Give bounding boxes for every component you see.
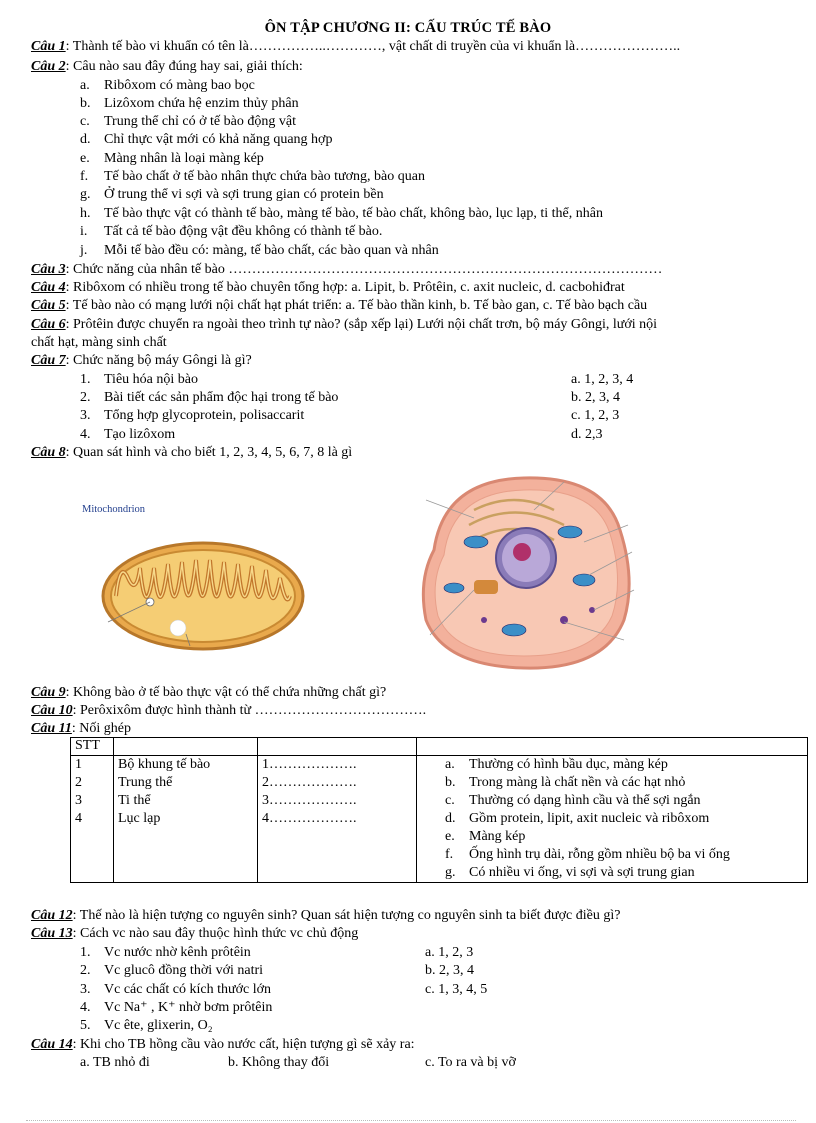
question-6: Câu 6: Prôtêin được chuyển ra ngoài theo trình tự nào? (sắp xếp lại) Lưới nội chất trơn, bộ máy Gôngi, lưới nội (31, 317, 658, 332)
question-11: Câu 11: Nối ghép (31, 721, 131, 736)
answer-option: c. 1, 2, 3 (571, 408, 620, 423)
list-item: a. Ribôxom có màng bao bọc (80, 78, 255, 93)
number-column: 1 2 3 4 (71, 756, 114, 883)
question-text: : Câu nào sau đây đúng hay sai, giải thích: (65, 59, 303, 74)
list-item: 3. Vc các chất có kích thước lớn (80, 982, 271, 997)
animal-cell-illustration (414, 470, 644, 680)
list-item: 1. Vc nước nhờ kênh prôtêin (80, 945, 251, 960)
question-10: Câu 10: Perôxixôm được hình thành từ ………………………………. (31, 703, 427, 718)
question-label: Câu 1 (31, 39, 66, 54)
list-item: 4. Tạo lizôxom (80, 427, 176, 442)
question-label: Câu 2 (31, 59, 66, 74)
list-item: 2. Vc glucô đồng thời với natri (80, 963, 264, 978)
list-item: j. Mỗi tế bào đều có: màng, tế bào chất, các bào quan và nhân (80, 243, 439, 258)
page-bottom-rule (26, 1120, 796, 1121)
answer-option: b. 2, 3, 4 (425, 963, 474, 978)
answer-option: a. 1, 2, 3 (425, 945, 474, 960)
list-item: 1. Tiêu hóa nội bào (80, 372, 198, 387)
table-header: STT (71, 738, 114, 756)
question-12: Câu 12: Thế nào là hiện tượng co nguyên sinh? Quan sát hiện tượng co nguyên sinh ta biết được điều gì? (31, 908, 621, 923)
list-item: 3. Tổng hợp glycoprotein, polisaccarit (80, 408, 305, 423)
list-item: 5. Vc ête, glixerin, O₂ (80, 1018, 213, 1033)
list-item: 2. Bài tiết các sản phẩm độc hại trong tế bào (80, 390, 339, 405)
question-7: Câu 7: Chức năng bộ máy Gôngi là gì? (31, 353, 252, 368)
question-4: Câu 4: Ribôxom có nhiều trong tế bào chuyên tổng hợp: a. Lipit, b. Prôtêin, c. axit nucleic, d. cacbohiđrat (31, 280, 625, 295)
list-item: d. Chỉ thực vật mới có khả năng quang hợp (80, 132, 333, 147)
list-item: f. Tế bào chất ở tế bào nhân thực chứa bào tương, bào quan (80, 169, 425, 184)
question-2 (31, 58, 303, 76)
answer-option: b. Không thay đổi (228, 1055, 330, 1070)
answer-option: d. 2,3 (571, 427, 603, 442)
question-14: Câu 14: Khi cho TB hồng cầu vào nước cất, hiện tượng gì sẽ xảy ra: (31, 1037, 415, 1052)
answer-option: a. 1, 2, 3, 4 (571, 372, 634, 387)
list-item: c. Trung thể chỉ có ở tế bào động vật (80, 114, 296, 129)
question-13: Câu 13: Cách vc nào sau đây thuộc hình thức vc chủ động (31, 926, 359, 941)
list-item: h. Tế bào thực vật có thành tế bào, màng tế bào, tế bào chất, không bào, lục lạp, ti thể, nhân (80, 206, 603, 221)
mitochondrion-illustration (98, 538, 308, 654)
question-text: : Thành tế bào vi khuẩn có tên là……………..…………, vật chất di truyền của vi khuẩn là………………….. (65, 39, 681, 54)
list-item: g. Ở trung thể vi sợi và sợi trung gian có protein bền (80, 187, 384, 202)
list-item: 4. Vc Na⁺ , K⁺ nhờ bơm prôtêin (80, 1000, 273, 1015)
answer-option: c. To ra và bị vỡ (425, 1055, 516, 1070)
list-item: e. Màng nhân là loại màng kép (80, 151, 264, 166)
answer-blank-column: 1………………. 2………………. 3………………. 4………………. (258, 756, 417, 883)
answer-option: c. 1, 3, 4, 5 (425, 982, 488, 997)
description-column: a. Thường có hình bầu dục, màng kép b. Trong màng là chất nền và các hạt nhỏ c. Thường có dạng hình cầu và thể sợi ngắn d. Gồm protein, lipit, axit nucleic và ribôxom e. Màng kép f. Ống hình trụ dài, rỗng gồm nhiều bộ ba vi ống g. Có nhiều vi ống, vi sợi và sợi trung gian (417, 756, 808, 883)
question-9: Câu 9: Không bào ở tế bào thực vật có thể chứa những chất gì? (31, 685, 387, 700)
question-6-continued: chất hạt, màng sinh chất (31, 335, 167, 350)
page-title: ÔN TẬP CHƯƠNG II: CẤU TRÚC TẾ BÀO (264, 20, 552, 36)
list-item: b. Lizôxom chứa hệ enzim thủy phân (80, 96, 299, 111)
question-8: Câu 8: Quan sát hình và cho biết 1, 2, 3, 4, 5, 6, 7, 8 là gì (31, 445, 353, 460)
question-5: Câu 5: Tế bào nào có mạng lưới nội chất hạt phát triển: a. Tế bào thần kinh, b. Tế bào gan, c. Tế bào bạch cầu (31, 298, 648, 313)
answer-option: a. TB nhỏ đi (80, 1055, 150, 1070)
organelle-column: Bộ khung tế bào Trung thể Ti thể Lục lạp (114, 756, 258, 883)
question-1 (31, 38, 680, 56)
figure-label-mitochondrion: Mitochondrion (82, 504, 145, 515)
list-item: i. Tất cả tế bào động vật đều không có thành tế bào. (80, 224, 383, 239)
answer-option: b. 2, 3, 4 (571, 390, 620, 405)
matching-table (70, 737, 808, 883)
question-3: Câu 3: Chức năng của nhân tế bào ………………………………………………………………………………… (31, 262, 663, 277)
